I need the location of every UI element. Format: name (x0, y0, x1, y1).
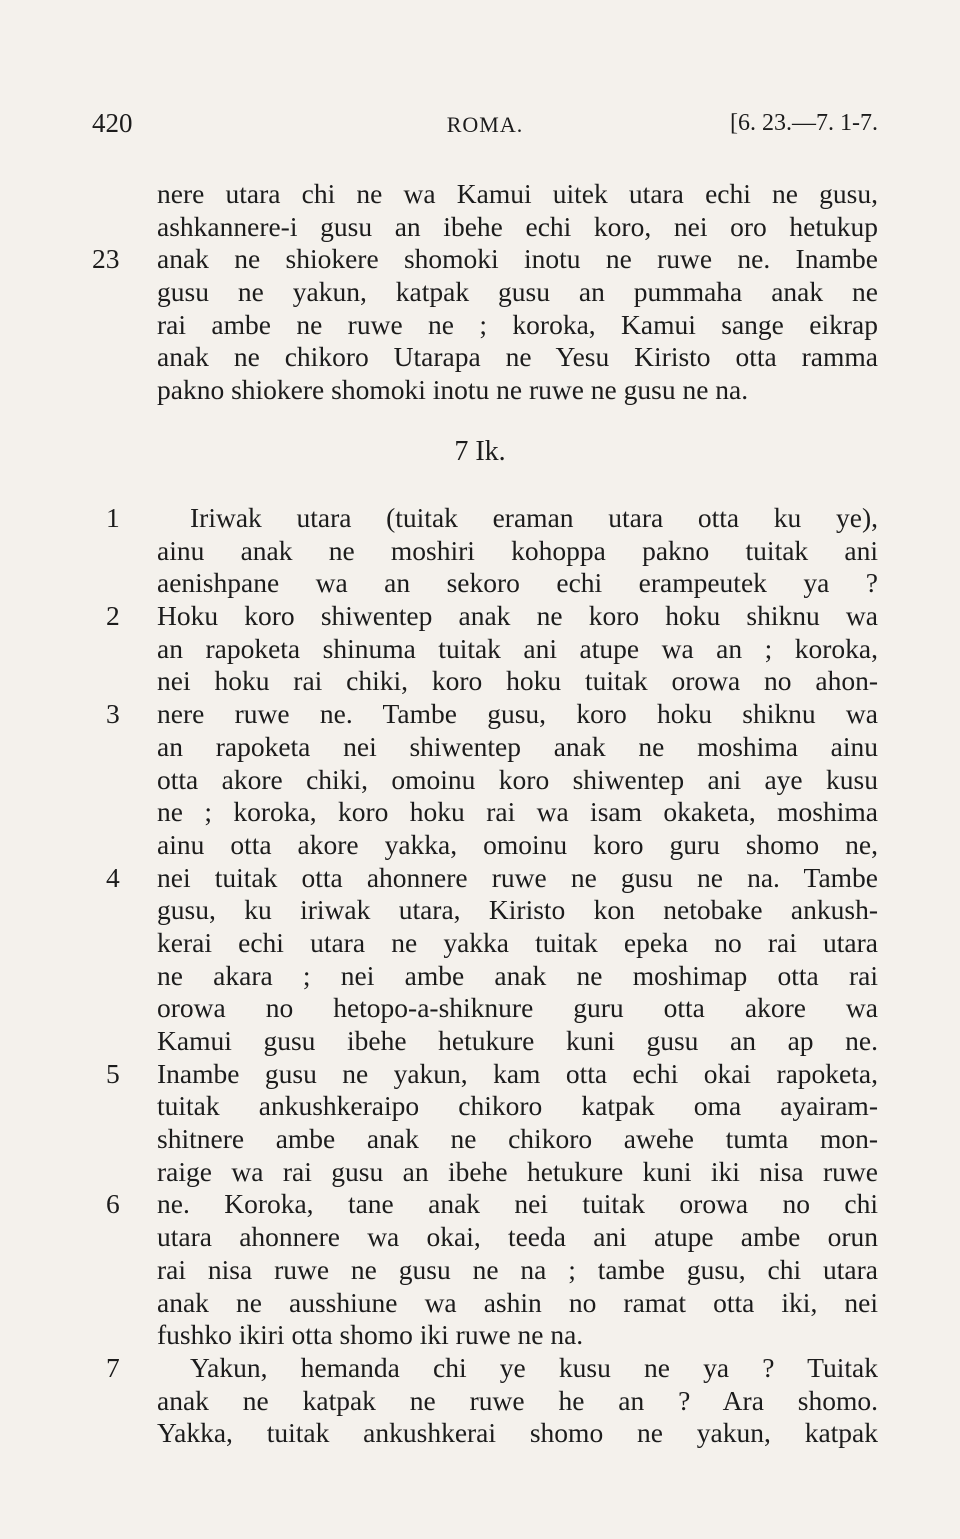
text-line (92, 502, 878, 535)
line-text: ne ; koroka, koro hoku rai wa isam okaketa, moshima (157, 796, 878, 828)
text-line (92, 341, 878, 374)
verse-number: 7 (106, 1351, 120, 1383)
page-header (92, 108, 878, 148)
line-text: anak ne shiokere shomoki inotu ne ruwe ne. Inambe (157, 243, 878, 275)
line-text: gusu ne yakun, katpak gusu an pummaha anak ne (157, 276, 878, 308)
line-text: nere ruwe ne. Tambe gusu, koro hoku shiknu wa (157, 698, 878, 730)
text-line (92, 829, 878, 862)
text-line (92, 1287, 878, 1320)
text-line (92, 927, 878, 960)
line-text: rai nisa ruwe ne gusu ne na ; tambe gusu, chi utara (157, 1253, 878, 1285)
line-text: Inambe gusu ne yakun, kam otta echi okai rapoketa, (157, 1057, 878, 1089)
line-text: anak ne chikoro Utarapa ne Yesu Kiristo otta ramma (157, 341, 878, 373)
verse-number: 5 (106, 1057, 120, 1089)
line-text: ashkannere-i gusu an ibehe echi koro, nei oro hetukup (157, 210, 878, 242)
line-text: nei hoku rai chiki, koro hoku tuitak orowa no ahon- (157, 665, 878, 697)
text-line (92, 1156, 878, 1189)
line-text: ainu otta akore yakka, omoinu koro guru shomo ne, (157, 828, 878, 860)
text-line (92, 960, 878, 993)
line-text: ne. Koroka, tane anak nei tuitak orowa no chi (157, 1188, 878, 1220)
text-line (92, 600, 878, 633)
line-text: fushko ikiri otta shomo iki ruwe ne na. (157, 1319, 584, 1351)
text-line (92, 796, 878, 829)
chapter-heading: 7 Ik. (454, 436, 506, 467)
text-line (92, 633, 878, 666)
text-line (92, 535, 878, 568)
running-title: ROMA. (446, 112, 524, 137)
text-line (92, 309, 878, 342)
text-block-chapter-7 (92, 502, 878, 1450)
line-text: gusu, ku iriwak utara, Kiristo kon netobake ankush- (157, 894, 878, 926)
verse-number: 2 (106, 600, 120, 632)
line-text: otta akore chiki, omoinu koro shiwentep ani aye kusu (157, 763, 878, 795)
line-text: ne akara ; nei ambe anak ne moshimap otta rai (157, 959, 878, 991)
text-line (92, 1221, 878, 1254)
line-text: an rapoketa shinuma tuitak ani atupe wa an ; koroka, (157, 632, 878, 664)
text-line (92, 1058, 878, 1091)
text-line (92, 665, 878, 698)
line-text: kerai echi utara ne yakka tuitak epeka no rai utara (157, 926, 878, 958)
line-text: Hoku koro shiwentep anak ne koro hoku shiknu wa (157, 600, 878, 632)
text-line (92, 276, 878, 309)
text-line (92, 731, 878, 764)
text-line (92, 1417, 878, 1450)
text-line (92, 1254, 878, 1287)
line-text: rai ambe ne ruwe ne ; koroka, Kamui sange eikrap (157, 308, 878, 340)
page-number: 420 (92, 108, 133, 138)
line-text: anak ne katpak ne ruwe he an ? Ara shomo. (157, 1384, 878, 1416)
text-line (92, 1188, 878, 1221)
text-line (92, 894, 878, 927)
line-text: utara ahonnere wa okai, teeda ani atupe ambe orun (157, 1221, 878, 1253)
line-text: pakno shiokere shomoki inotu ne ruwe ne gusu ne na. (157, 374, 749, 406)
line-text: Iriwak utara (tuitak eraman utara otta ku ye), (190, 502, 878, 533)
line-text: orowa no hetopo-a-shiknure guru otta akore wa (157, 992, 878, 1024)
text-line (92, 374, 878, 407)
line-text: Yakun, hemanda chi ye kusu ne ya ? Tuitak (190, 1351, 878, 1383)
line-text: tuitak ankushkeraipo chikoro katpak oma ayairam- (157, 1090, 878, 1122)
verse-number: 6 (106, 1188, 120, 1220)
verse-number: 23 (92, 243, 120, 275)
line-text: nei tuitak otta ahonnere ruwe ne gusu ne na. Tambe (157, 861, 878, 893)
text-line (92, 1319, 878, 1352)
text-block-continuation (92, 178, 878, 407)
verse-number: 4 (106, 861, 120, 893)
verse-number: 3 (106, 698, 120, 730)
line-text: Yakka, tuitak ankushkerai shomo ne yakun, katpak (157, 1417, 878, 1449)
text-line (92, 992, 878, 1025)
text-line (92, 1352, 878, 1385)
chapter-reference: [6. 23.—7. 1-7. (730, 110, 878, 136)
text-line (92, 764, 878, 797)
line-text: raige wa rai gusu an ibehe hetukure kuni iki nisa ruwe (157, 1155, 878, 1187)
text-line (92, 567, 878, 600)
text-line (92, 1025, 878, 1058)
text-line (92, 1090, 878, 1123)
text-line (92, 698, 878, 731)
line-text: ainu anak ne moshiri kohoppa pakno tuitak ani (157, 534, 878, 566)
verse-number: 1 (106, 502, 120, 533)
text-line (92, 862, 878, 895)
line-text: Kamui gusu ibehe hetukure kuni gusu an ap ne. (157, 1025, 878, 1056)
text-line (92, 1123, 878, 1156)
line-text: shitnere ambe anak ne chikoro awehe tumta mon- (157, 1123, 878, 1155)
line-text: aenishpane wa an sekoro echi erampeutek ya ? (157, 567, 878, 599)
text-line (92, 178, 878, 211)
text-line (92, 1385, 878, 1418)
text-line (92, 243, 878, 276)
line-text: nere utara chi ne wa Kamui uitek utara echi ne gusu, (157, 178, 878, 209)
line-text: an rapoketa nei shiwentep anak ne moshima ainu (157, 730, 878, 762)
line-text: anak ne ausshiune wa ashin no ramat otta iki, nei (157, 1286, 878, 1318)
text-line (92, 211, 878, 244)
